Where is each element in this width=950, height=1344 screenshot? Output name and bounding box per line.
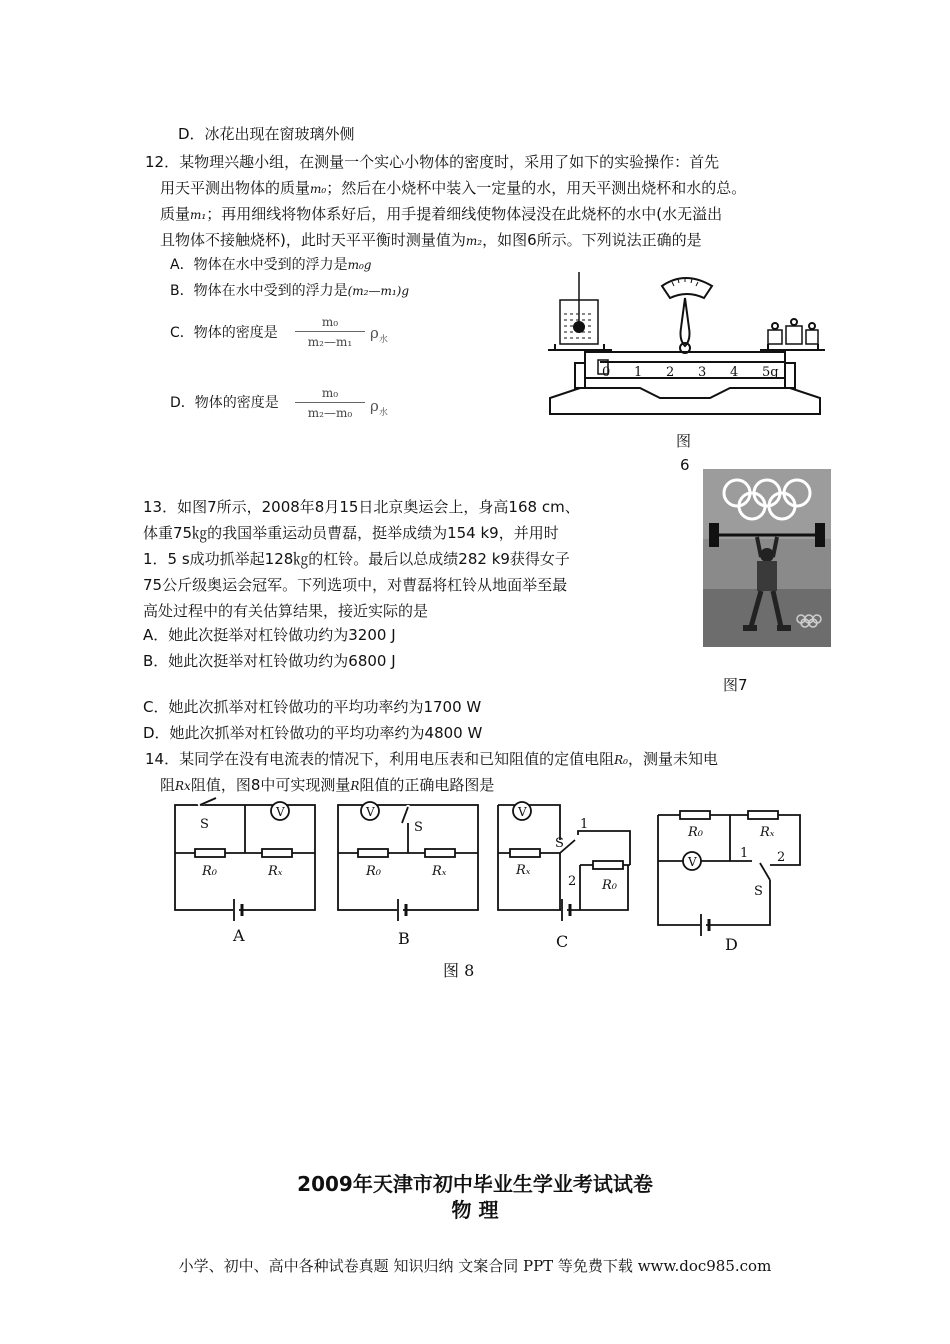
q12-line-3: 质量m₁；再用细线将物体系好后，用手提着细线使物体浸没在此烧杯的水中(水无溢出 — [160, 205, 723, 223]
figure-8-labels — [200, 805, 785, 954]
q12-option-a: A．物体在水中受到的浮力是m₀g — [170, 257, 372, 273]
q14-line-1: 14．某同学在没有电流表的情况下，利用电压表和已知阻值的定值电阻R₀，测量未知电 — [145, 750, 718, 768]
q14-line-2: 阻Rx阻值，图8中可实现测量R阻值的正确电路图是 — [160, 776, 495, 794]
page-footer: 小学、初中、高中各种试卷真题 知识归纳 文案合同 PPT 等免费下载 www.doc985.com — [178, 1257, 772, 1275]
q12-option-d-rho: $\rho_水$ — [370, 397, 388, 418]
exam-title: 2009年天津市初中毕业生学业考试试卷 — [297, 1172, 653, 1196]
svg-text:S: S — [200, 817, 209, 832]
q12-option-d-fraction: $\frac{\text{m₀}}{\text{m₂—m₀}}$ — [295, 386, 365, 420]
svg-text:Rₓ: Rₓ — [516, 863, 531, 878]
svg-text:0: 0 — [602, 365, 611, 380]
circuit-b — [338, 802, 478, 921]
q12-option-c-rho: $\rho_水$ — [370, 324, 388, 345]
svg-text:V: V — [366, 805, 375, 819]
figure-7-caption: 图7 — [723, 676, 748, 694]
figure-6-caption-2: 6 — [680, 456, 690, 474]
svg-text:1: 1 — [634, 365, 643, 380]
q12-option-d: D．物体的密度是 — [170, 395, 279, 411]
q13-line-2: 体重75㎏的我国举重运动员曹磊，挺举成绩为154 k9，并用时 — [143, 524, 559, 542]
figure-8-caption: 图 8 — [443, 961, 475, 980]
svg-text:2: 2 — [666, 365, 675, 380]
svg-text:R₀: R₀ — [602, 878, 617, 893]
svg-text:D: D — [725, 935, 738, 954]
q12-option-b: B．物体在水中受到的浮力是(m₂—m₁)g — [170, 283, 410, 299]
q13-line-4: 75公斤级奥运会冠军。下列选项中，对曹磊将杠铃从地面举至最 — [143, 576, 568, 594]
svg-text:R₀: R₀ — [688, 825, 703, 840]
q12-line-2: 用天平测出物体的质量m₀；然后在小烧杯中装入一定量的水，用天平测出烧杯和水的总。 — [160, 179, 747, 197]
svg-text:2: 2 — [777, 850, 786, 865]
svg-text:S: S — [555, 836, 564, 851]
svg-text:C: C — [556, 932, 569, 951]
q13-line-3: 1．5 s成功抓举起128㎏的杠铃。最后以总成绩282 k9获得女子 — [143, 550, 570, 568]
svg-text:Rₓ: Rₓ — [760, 825, 775, 840]
svg-text:V: V — [688, 855, 697, 869]
svg-text:R₀: R₀ — [366, 864, 381, 879]
svg-text:B: B — [398, 929, 410, 948]
figure-8-circuit-diagrams — [170, 795, 810, 980]
svg-text:Rₓ: Rₓ — [268, 864, 283, 879]
svg-text:2: 2 — [568, 874, 577, 889]
svg-text:4: 4 — [730, 365, 739, 380]
q13-option-c: C．她此次抓举对杠铃做功的平均功率约为1700 W — [143, 698, 482, 716]
q12-option-c-fraction: $\frac{\text{m₀}}{\text{m₂—m₁}}$ — [295, 315, 365, 349]
q13-option-a: A．她此次挺举对杠铃做功约为3200 J — [143, 626, 396, 644]
svg-text:3: 3 — [698, 365, 707, 380]
svg-text:Rₓ: Rₓ — [432, 864, 447, 879]
figure-7-weightlifter-photo — [703, 469, 831, 647]
q13-option-d: D．她此次抓举对杠铃做功的平均功率约为4800 W — [143, 724, 483, 742]
q11-option-d: D．冰花出现在窗玻璃外侧 — [178, 125, 355, 143]
circuit-a — [175, 798, 315, 921]
svg-text:1: 1 — [580, 817, 589, 832]
svg-text:V: V — [276, 805, 285, 819]
submerged-object — [573, 321, 585, 333]
svg-text:5g: 5g — [762, 365, 779, 380]
q12-line-4: 且物体不接触烧杯)，此时天平平衡时测量值为m₂，如图6所示。下列说法正确的是 — [160, 231, 702, 249]
svg-text:R₀: R₀ — [202, 864, 217, 879]
svg-text:S: S — [414, 820, 423, 835]
circuit-c — [498, 802, 630, 921]
figure-6-balance-diagram — [540, 268, 830, 420]
svg-text:A: A — [233, 926, 245, 945]
q12-option-c: C．物体的密度是 — [170, 325, 278, 341]
q13-option-b: B．她此次挺举对杠铃做功约为6800 J — [143, 652, 396, 670]
q13-line-1: 13．如图7所示，2008年8月15日北京奥运会上，身高168 cm、 — [143, 498, 580, 516]
figure-6-caption-1: 图 — [676, 432, 692, 450]
exam-subject: 物 理 — [451, 1198, 499, 1222]
svg-text:1: 1 — [740, 846, 749, 861]
circuit-d — [658, 811, 800, 936]
svg-text:S: S — [754, 884, 763, 899]
q13-line-5: 高处过程中的有关估算结果，接近实际的是 — [143, 602, 429, 620]
svg-text:V: V — [518, 805, 527, 819]
q12-line-1: 12．某物理兴趣小组，在测量一个实心小物体的密度时，采用了如下的实验操作：首先 — [145, 153, 720, 171]
